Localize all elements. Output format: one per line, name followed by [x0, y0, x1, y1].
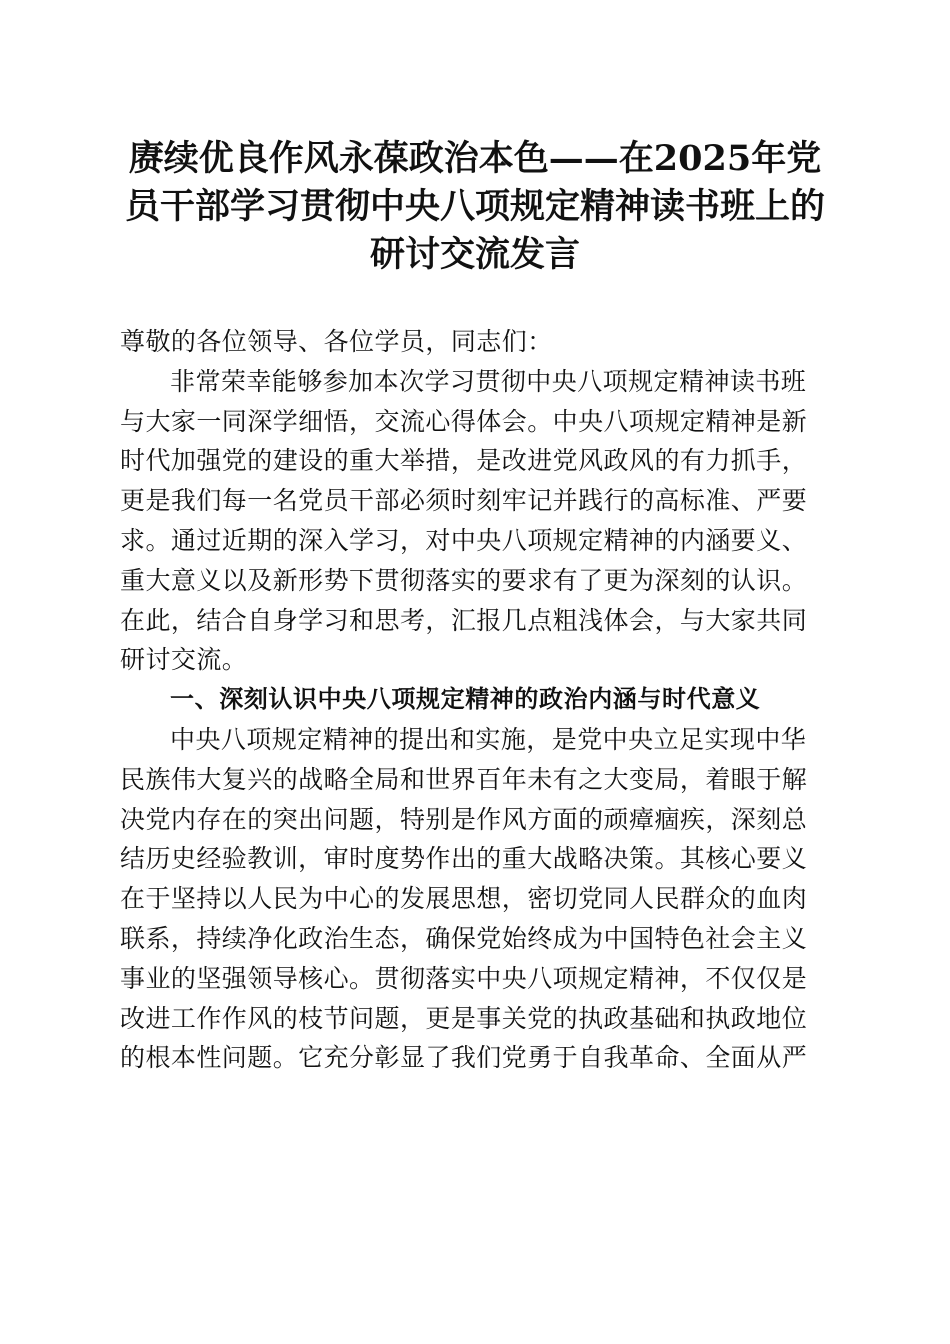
- paragraph-line: 求。通过近期的深入学习，对中央八项规定精神的内涵要义、: [120, 525, 808, 555]
- paragraph-line: 的根本性问题。它充分彰显了我们党勇于自我革命、全面从严: [120, 1043, 808, 1073]
- paragraph-line: 重大意义以及新形势下贯彻落实的要求有了更为深刻的认识。: [120, 565, 808, 595]
- paragraph-line: 研讨交流。: [120, 645, 248, 675]
- paragraph-line: 与大家一同深学细悟，交流心得体会。中央八项规定精神是新: [120, 406, 808, 436]
- document-body: [120, 322, 830, 1078]
- paragraph-line: 事业的坚强领导核心。贯彻落实中央八项规定精神，不仅仅是: [120, 963, 808, 993]
- paragraph-line: 联系，持续净化政治生态，确保党始终成为中国特色社会主义: [120, 923, 808, 953]
- paragraph-line: 更是我们每一名党员干部必须时刻牢记并践行的高标准、严要: [120, 486, 808, 516]
- paragraph-line: 在此，结合自身学习和思考，汇报几点粗浅体会，与大家共同: [120, 605, 808, 635]
- section-1-paragraph: [120, 720, 830, 1078]
- section-heading: 一、深刻认识中央八项规定精神的政治内涵与时代意义: [170, 685, 761, 714]
- title-line-3: 研讨交流发言: [369, 234, 580, 275]
- intro-paragraph: [120, 362, 830, 680]
- paragraph-line: 时代加强党的建设的重大举措，是改进党风政风的有力抓手，: [120, 446, 808, 476]
- title-line-1: 赓续优良作风永葆政治本色——在2025年党: [128, 138, 822, 179]
- paragraph-line: 改进工作作风的枝节问题，更是事关党的执政基础和执政地位: [120, 1003, 808, 1033]
- paragraph-line: 在于坚持以人民为中心的发展思想，密切党同人民群众的血肉: [120, 884, 808, 914]
- salutation: 尊敬的各位领导、各位学员，同志们：: [120, 327, 553, 356]
- paragraph-line: 非常荣幸能够参加本次学习贯彻中央八项规定精神读书班: [170, 366, 807, 396]
- paragraph-line: 结历史经验教训，审时度势作出的重大战略决策。其核心要义: [120, 844, 808, 874]
- title-line-2: 员干部学习贯彻中央八项规定精神读书班上的: [124, 186, 825, 227]
- paragraph-line: 中央八项规定精神的提出和实施，是党中央立足实现中华: [170, 724, 807, 754]
- document-title: [100, 135, 850, 279]
- paragraph-line: 民族伟大复兴的战略全局和世界百年未有之大变局，着眼于解: [120, 764, 808, 794]
- paragraph-line: 决党内存在的突出问题，特别是作风方面的顽瘴痼疾，深刻总: [120, 804, 808, 834]
